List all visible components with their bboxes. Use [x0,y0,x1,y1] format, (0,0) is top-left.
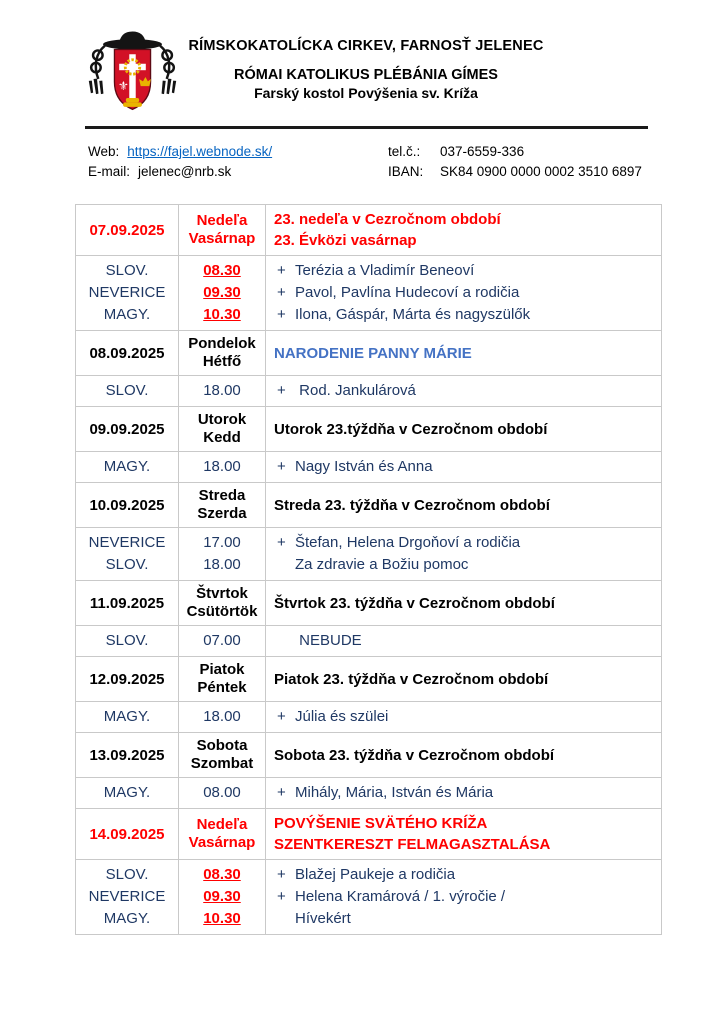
iban-label: IBAN: [388,164,424,179]
date-cell: 11.09.2025 [76,581,179,626]
time-cell: 18.00 [179,702,266,733]
location-cell: MAGY. [76,778,179,809]
location-cell: SLOV. [76,626,179,657]
table-row [76,860,662,935]
web-label: Web: [88,144,120,159]
page-header [0,0,724,128]
table-row [76,778,662,809]
table-row [76,733,662,778]
feast-cell: 23. nedeľa v Cezročnom období 23. Évközi vasárnap [266,205,662,256]
day-cell: Piatok Péntek [179,657,266,702]
feast-cell: POVÝŠENIE SVÄTÉHO KRÍŽA SZENTKERESZT FELMAGASZTALÁSA [266,809,662,860]
time-cell: 18.00 [179,376,266,407]
header-titles [180,28,552,128]
intention-cell: + Štefan, Helena Drgoňoví a rodičia Za zdravie a Božiu pomoc [266,528,662,581]
coat-of-arms-icon [85,28,180,128]
email-value: jelenec@nrb.sk [138,164,232,179]
day-cell: Nedeľa Vasárnap [179,809,266,860]
svg-text:⚜: ⚜ [117,78,130,93]
time-cell: 17.00 18.00 [179,528,266,581]
table-row [76,331,662,376]
intention-cell: + Júlia és szülei [266,702,662,733]
location-cell: MAGY. [76,452,179,483]
table-row [76,452,662,483]
feast-cell: Sobota 23. týždňa v Cezročnom období [266,733,662,778]
day-cell: Štvrtok Csütörtök [179,581,266,626]
intention-cell: + Nagy István és Anna [266,452,662,483]
table-row [76,407,662,452]
email-label: E-mail: [88,164,131,179]
day-cell: Pondelok Hétfő [179,331,266,376]
feast-cell: Piatok 23. týždňa v Cezročnom období [266,657,662,702]
table-row [76,581,662,626]
location-cell: SLOV. NEVERICE MAGY. [76,256,179,331]
location-cell: SLOV. [76,376,179,407]
date-cell: 14.09.2025 [76,809,179,860]
tel-label: tel.č.: [388,144,421,159]
intention-cell: + Mihály, Mária, István és Mária [266,778,662,809]
mass-schedule-table [75,204,662,935]
time-cell: 08.30 09.30 10.30 [179,860,266,935]
tel-value: 037-6559-336 [440,144,525,159]
date-cell: 09.09.2025 [76,407,179,452]
intention-cell: + Rod. Jankulárová [266,376,662,407]
contact-block [88,142,648,182]
day-cell: Sobota Szombat [179,733,266,778]
parish-name-hungarian: RÓMAI KATOLIKUS PLÉBÁNIA GÍMES [234,67,498,83]
feast-cell: Štvrtok 23. týždňa v Cezročnom období [266,581,662,626]
location-cell: MAGY. [76,702,179,733]
time-cell: 07.00 [179,626,266,657]
feast-cell: Streda 23. týždňa v Cezročnom období [266,483,662,528]
intention-cell: + Terézia a Vladimír Beneoví + Pavol, Pavlína Hudecoví a rodičia + Ilona, Gáspár, Márta és nagyszülők [266,256,662,331]
table-row [76,626,662,657]
intention-cell: + Blažej Paukeje a rodičia + Helena Kramárová / 1. výročie / Hívekért [266,860,662,935]
date-cell: 12.09.2025 [76,657,179,702]
table-row [76,809,662,860]
table-row [76,256,662,331]
church-name: Farský kostol Povýšenia sv. Kríža [254,85,478,101]
table-row [76,702,662,733]
day-cell: Utorok Kedd [179,407,266,452]
feast-cell: NARODENIE PANNY MÁRIE [266,331,662,376]
table-row [76,483,662,528]
time-cell: 08.00 [179,778,266,809]
parish-name-slovak: RÍMSKOKATOLÍCKA CIRKEV, FARNOSŤ JELENEC [188,38,544,54]
day-cell: Streda Szerda [179,483,266,528]
intention-cell: NEBUDE [266,626,662,657]
feast-cell: Utorok 23.týždňa v Cezročnom období [266,407,662,452]
location-cell: NEVERICE SLOV. [76,528,179,581]
parish-logo [85,28,180,128]
table-row [76,376,662,407]
table-row [76,528,662,581]
time-cell: 18.00 [179,452,266,483]
date-cell: 08.09.2025 [76,331,179,376]
website-link[interactable]: https://fajel.webnode.sk/ [127,144,273,159]
table-row [76,657,662,702]
table-row [76,205,662,256]
iban-value: SK84 0900 0000 0002 3510 6897 [440,164,642,179]
date-cell: 07.09.2025 [76,205,179,256]
date-cell: 10.09.2025 [76,483,179,528]
date-cell: 13.09.2025 [76,733,179,778]
time-cell: 08.30 09.30 10.30 [179,256,266,331]
day-cell: Nedeľa Vasárnap [179,205,266,256]
location-cell: SLOV. NEVERICE MAGY. [76,860,179,935]
